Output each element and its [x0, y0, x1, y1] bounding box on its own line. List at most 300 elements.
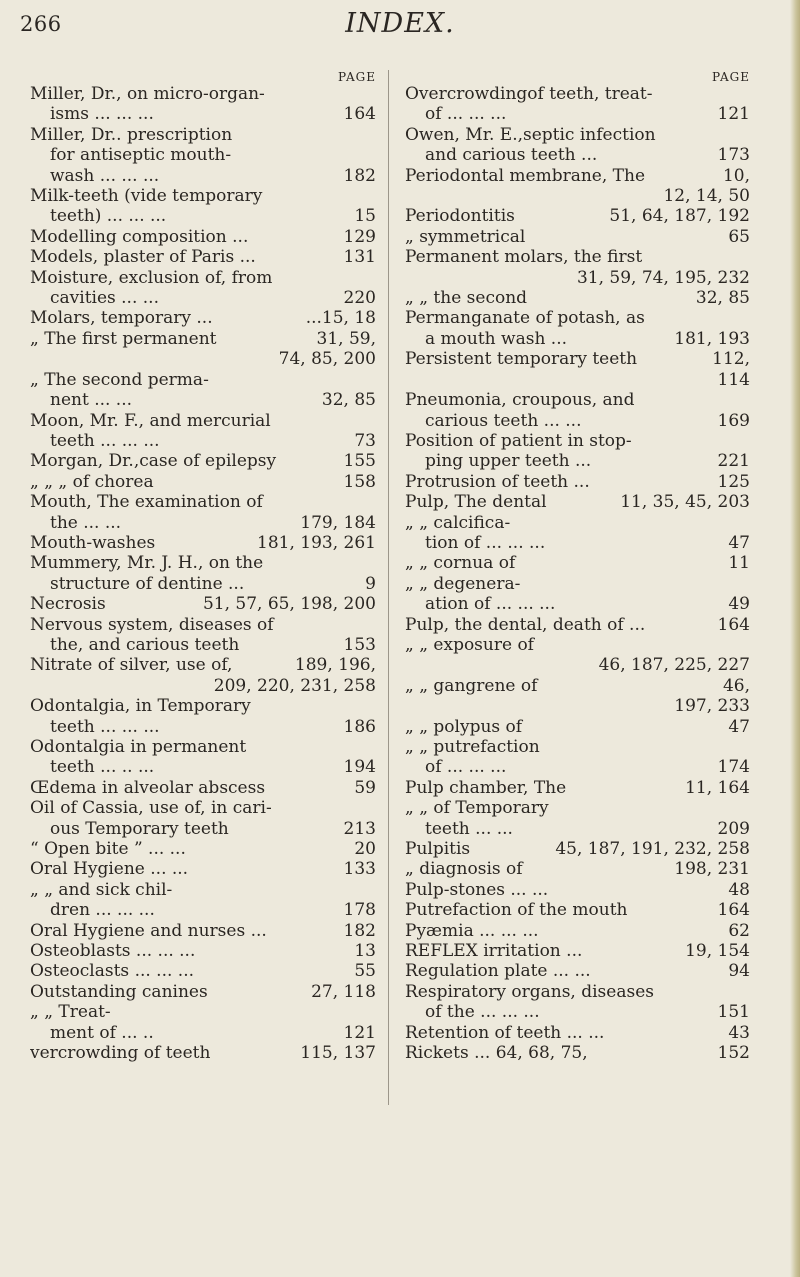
entry-text: Permanent molars, the first [405, 247, 643, 268]
entry-page-refs: 189, 196, [294, 655, 376, 676]
index-entry [30, 655, 376, 696]
entry-text: of ... ... ... [425, 104, 507, 125]
index-entry [405, 941, 750, 961]
entry-text: Mouth, The examination of [30, 492, 263, 513]
entry-text: of ... ... ... [425, 757, 507, 778]
entry-page-refs: ...15, 18 [305, 308, 376, 329]
entry-text: Miller, Dr.. prescription [30, 124, 233, 145]
index-entry [405, 880, 750, 900]
entry-text: Pulp chamber, The [405, 777, 567, 798]
entry-page-refs: 12, 14, 50 [663, 186, 750, 207]
entry-text: Pneumonia, croupous, and [405, 390, 635, 411]
entry-page-refs: 129 [343, 226, 376, 247]
entry-text: Putrefaction of the mouth [405, 900, 628, 921]
index-entry [405, 635, 750, 676]
entry-line [405, 1023, 750, 1043]
entry-text: „ „ gangrene of [405, 675, 538, 696]
entry-line [405, 533, 750, 553]
entry-line [30, 900, 376, 920]
entry-page-refs: 51, 64, 187, 192 [609, 206, 750, 227]
entry-page-refs: 47 [728, 532, 750, 553]
index-entry [405, 737, 750, 778]
entry-page-refs: 11, 35, 45, 203 [620, 492, 750, 513]
index-entry [30, 308, 376, 328]
index-entry [30, 696, 376, 737]
entry-line [30, 472, 376, 492]
entry-page-refs: 181, 193 [674, 328, 750, 349]
entry-line [30, 492, 376, 512]
index-entry [405, 676, 750, 717]
entry-text: Pyæmia ... ... ... [405, 920, 539, 941]
entry-line [405, 737, 750, 757]
entry-text: carious teeth ... ... [425, 410, 582, 431]
index-entry [30, 186, 376, 227]
entry-line [405, 941, 750, 961]
entry-text: teeth ... .. ... [50, 757, 155, 778]
entry-text: Osteoclasts ... ... ... [30, 961, 195, 982]
entry-line [30, 859, 376, 879]
entry-text: Periodontal membrane, The [405, 165, 646, 186]
index-entry [30, 492, 376, 533]
entry-text: Pulpitis [405, 839, 471, 860]
entry-line [405, 778, 750, 798]
entry-line [405, 798, 750, 818]
entry-text: „ „ „ of chorea [30, 471, 154, 492]
entry-page-refs: 31, 59, [316, 328, 376, 349]
entry-text: Mouth-washes [30, 532, 156, 553]
entry-line [30, 594, 376, 614]
entry-line [405, 696, 750, 716]
entry-line [30, 941, 376, 961]
index-entry [405, 961, 750, 981]
entry-text: Necrosis [30, 594, 106, 615]
entry-list [30, 84, 376, 1064]
entry-text: Molars, temporary ... [30, 308, 213, 329]
entry-page-refs: 59 [354, 777, 376, 798]
entry-line [405, 615, 750, 635]
entry-text: „ „ polypus of [405, 716, 523, 737]
entry-text: Respiratory organs, diseases [405, 981, 654, 1002]
entry-text: a mouth wash ... [425, 328, 568, 349]
index-entry [405, 390, 750, 431]
entry-line [405, 431, 750, 451]
entry-text: the ... ... [50, 512, 122, 533]
index-entry [30, 411, 376, 452]
entry-page-refs: 158 [343, 471, 376, 492]
entry-line [405, 859, 750, 879]
index-entry [405, 206, 750, 226]
entry-text: Nervous system, diseases of [30, 614, 274, 635]
entry-text: Pulp-stones ... ... [405, 879, 549, 900]
entry-line [30, 1043, 376, 1063]
entry-line [405, 839, 750, 859]
index-entry [30, 268, 376, 309]
entry-text: Oral Hygiene ... ... [30, 859, 189, 880]
entry-line [30, 268, 376, 288]
entry-line [30, 798, 376, 818]
entry-line [405, 166, 750, 186]
entry-text: teeth ... ... ... [50, 716, 160, 737]
entry-page-refs: 152 [717, 1043, 750, 1064]
entry-line [405, 472, 750, 492]
entry-text: Milk-teeth (vide temporary [30, 186, 263, 207]
entry-line [405, 247, 750, 267]
entry-text: Overcrowdingof teeth, treat- [405, 84, 653, 104]
entry-page-refs: 51, 57, 65, 198, 200 [202, 594, 376, 615]
entry-text: tion of ... ... ... [425, 532, 546, 553]
entry-page-refs: 74, 85, 200 [278, 349, 376, 370]
entry-line [405, 717, 750, 737]
index-entry [405, 1043, 750, 1063]
index-entry [405, 900, 750, 920]
index-entry [405, 84, 750, 125]
entry-text: „ „ exposure of [405, 634, 534, 655]
entry-page-refs: 209 [717, 818, 750, 839]
entry-line [30, 757, 376, 777]
entry-page-refs: 121 [343, 1022, 376, 1043]
entry-line [30, 145, 376, 165]
entry-page-refs: 197, 233 [674, 696, 750, 717]
entry-page-refs: 45, 187, 191, 232, 258 [555, 839, 750, 860]
entry-line [30, 553, 376, 573]
entry-page-refs: 48 [728, 879, 750, 900]
entry-page-refs: 182 [343, 920, 376, 941]
entry-page-refs: 220 [343, 288, 376, 309]
index-entry [405, 921, 750, 941]
entry-text: cavities ... ... [50, 288, 159, 309]
entry-line [30, 451, 376, 471]
entry-page-refs: 164 [717, 900, 750, 921]
entry-page-refs: 133 [343, 859, 376, 880]
entry-line [405, 227, 750, 247]
index-entry [405, 431, 750, 472]
entry-text: „ „ Treat- [30, 1002, 111, 1023]
page-edge [790, 0, 800, 1277]
index-entry [30, 839, 376, 859]
entry-line [30, 411, 376, 431]
entry-page-refs: 194 [343, 757, 376, 778]
entry-page-refs: 174 [717, 757, 750, 778]
entry-page-refs: 13 [354, 941, 376, 962]
entry-page-refs: 46, 187, 225, 227 [598, 655, 750, 676]
index-entry [30, 798, 376, 839]
entry-page-refs: 221 [717, 451, 750, 472]
index-entry [30, 941, 376, 961]
entry-text: Modelling composition ... [30, 226, 249, 247]
entry-page-refs: 27, 118 [311, 981, 376, 1002]
entry-text: of the ... ... ... [425, 1002, 540, 1023]
entry-page-refs: 164 [717, 614, 750, 635]
entry-page-refs: 112, [712, 349, 750, 370]
entry-text: the, and carious teeth [50, 634, 240, 655]
entry-page-refs: 49 [728, 594, 750, 615]
entry-line [405, 308, 750, 328]
entry-page-refs: 46, [722, 675, 750, 696]
entry-line [30, 921, 376, 941]
index-entry [30, 1043, 376, 1063]
entry-text: and carious teeth ... [425, 145, 598, 166]
index-entry [405, 553, 750, 573]
index-entry [30, 553, 376, 594]
index-entry [405, 288, 750, 308]
entry-page-refs: 178 [343, 900, 376, 921]
entry-text: Periodontitis [405, 206, 515, 227]
entry-text: Morgan, Dr.,case of epilepsy [30, 451, 277, 472]
entry-page-refs: 179, 184 [300, 512, 376, 533]
index-entry [30, 921, 376, 941]
column-header-page: PAGE [338, 70, 376, 84]
entry-page-refs: 213 [343, 818, 376, 839]
entry-line [405, 411, 750, 431]
entry-line [30, 390, 376, 410]
entry-line [30, 227, 376, 247]
entry-text: Moisture, exclusion of, from [30, 267, 273, 288]
entry-text: teeth ... ... ... [50, 430, 160, 451]
column-header-page: PAGE [712, 70, 750, 84]
index-entry [30, 1002, 376, 1043]
entry-line [405, 1002, 750, 1022]
index-entry [30, 594, 376, 614]
entry-text: nent ... ... [50, 390, 133, 411]
entry-page-refs: 11 [728, 553, 750, 574]
entry-page-refs: 164 [343, 104, 376, 125]
entry-page-refs: 47 [728, 716, 750, 737]
entry-line [405, 329, 750, 349]
entry-line [30, 635, 376, 655]
entry-line [405, 206, 750, 226]
entry-text: Outstanding canines [30, 981, 208, 1002]
entry-page-refs: 94 [728, 961, 750, 982]
entry-line [30, 574, 376, 594]
entry-text: Persistent temporary teeth [405, 349, 638, 370]
entry-line [405, 961, 750, 981]
entry-line [405, 125, 750, 145]
page-title: INDEX. [345, 8, 455, 39]
entry-text: Osteoblasts ... ... ... [30, 941, 196, 962]
entry-text: Nitrate of silver, use of, [30, 655, 233, 676]
entry-line [30, 186, 376, 206]
index-column-right [405, 70, 750, 1064]
entry-line [30, 880, 376, 900]
entry-text: „ The second perma- [30, 369, 209, 390]
entry-line [405, 819, 750, 839]
entry-text: “ Open bite ” ... ... [30, 839, 186, 860]
entry-line [30, 1002, 376, 1022]
entry-line [30, 166, 376, 186]
entry-page-refs: 186 [343, 716, 376, 737]
index-entry [30, 451, 376, 471]
entry-text: „ The first permanent [30, 328, 217, 349]
entry-text: dren ... ... ... [50, 900, 155, 921]
index-entry [405, 513, 750, 554]
entry-page-refs: 9 [365, 573, 376, 594]
entry-text: ping upper teeth ... [425, 451, 592, 472]
index-entry [30, 982, 376, 1002]
index-entry [30, 533, 376, 553]
index-entry [405, 247, 750, 288]
entry-line [405, 145, 750, 165]
entry-line [30, 308, 376, 328]
entry-text: „ „ of Temporary [405, 798, 549, 819]
entry-text: Oral Hygiene and nurses ... [30, 920, 267, 941]
entry-line [405, 288, 750, 308]
index-entry [30, 329, 376, 370]
entry-page-refs: 182 [343, 165, 376, 186]
entry-line [405, 349, 750, 369]
entry-page-refs: 55 [354, 961, 376, 982]
entry-text: „ symmetrical [405, 226, 526, 247]
entry-text: ous Temporary teeth [50, 818, 229, 839]
entry-line [30, 349, 376, 369]
entry-line [405, 982, 750, 1002]
entry-line [30, 513, 376, 533]
entry-text: Pulp, the dental, death of ... [405, 614, 646, 635]
entry-text: structure of dentine ... [50, 573, 245, 594]
entry-line [405, 594, 750, 614]
entry-text: vercrowding of teeth [30, 1043, 211, 1064]
entry-line [30, 431, 376, 451]
entry-page-refs: 153 [343, 634, 376, 655]
entry-line [30, 778, 376, 798]
page-number: 266 [20, 12, 62, 36]
entry-page-refs: 19, 154 [685, 941, 750, 962]
entry-line [405, 492, 750, 512]
entry-page-refs: 62 [728, 920, 750, 941]
entry-text: Oil of Cassia, use of, in cari- [30, 798, 272, 819]
entry-line [30, 370, 376, 390]
entry-list [405, 84, 750, 1064]
entry-page-refs: 125 [717, 471, 750, 492]
index-entry [405, 1023, 750, 1043]
entry-line [30, 533, 376, 553]
entry-page-refs: 115, 137 [300, 1043, 376, 1064]
index-entry [405, 472, 750, 492]
entry-line [30, 288, 376, 308]
entry-text: Protrusion of teeth ... [405, 471, 590, 492]
entry-text: Permanganate of potash, as [405, 308, 645, 329]
index-entry [30, 227, 376, 247]
entry-text: Odontalgia in permanent [30, 737, 247, 757]
entry-page-refs: 10, [722, 165, 750, 186]
entry-line [30, 982, 376, 1002]
index-entry [405, 574, 750, 615]
entry-line [405, 921, 750, 941]
entry-text: „ „ cornua of [405, 553, 516, 574]
entry-line [30, 206, 376, 226]
entry-text: „ „ degenera- [405, 573, 521, 594]
entry-text: „ „ and sick chil- [30, 879, 173, 900]
entry-text: Odontalgia, in Temporary [30, 696, 251, 717]
entry-page-refs: 20 [354, 839, 376, 860]
index-entry [405, 798, 750, 839]
index-entry [30, 370, 376, 411]
entry-line [30, 819, 376, 839]
column-divider [388, 70, 389, 1105]
entry-page-refs: 151 [717, 1002, 750, 1023]
entry-page-refs: 65 [728, 226, 750, 247]
index-entry [30, 737, 376, 778]
entry-line [405, 84, 750, 104]
entry-page-refs: 198, 231 [674, 859, 750, 880]
entry-text: Moon, Mr. F., and mercurial [30, 410, 271, 431]
index-entry [30, 247, 376, 267]
index-entry [405, 308, 750, 349]
entry-line [405, 635, 750, 655]
entry-line [405, 186, 750, 206]
entry-line [405, 390, 750, 410]
entry-page-refs: 209, 220, 231, 258 [213, 675, 376, 696]
entry-line [30, 961, 376, 981]
entry-text: Retention of teeth ... ... [405, 1022, 605, 1043]
index-entry [30, 880, 376, 921]
entry-text: wash ... ... ... [50, 165, 160, 186]
entry-text: isms ... ... ... [50, 104, 154, 125]
index-entry [405, 615, 750, 635]
entry-text: teeth) ... ... ... [50, 206, 167, 227]
entry-page-refs: 181, 193, 261 [257, 532, 376, 553]
index-entry [30, 84, 376, 125]
entry-line [405, 900, 750, 920]
entry-page-refs: 155 [343, 451, 376, 472]
index-entry [405, 778, 750, 798]
entry-line [405, 553, 750, 573]
entry-line [30, 655, 376, 675]
index-entry [405, 492, 750, 512]
index-entry [405, 166, 750, 207]
entry-line [405, 451, 750, 471]
entry-line [30, 329, 376, 349]
entry-line [405, 574, 750, 594]
entry-page-refs: 169 [717, 410, 750, 431]
entry-text: ment of ... .. [50, 1022, 154, 1043]
entry-page-refs: 114 [717, 369, 750, 390]
entry-text: Regulation plate ... ... [405, 961, 591, 982]
entry-text: Pulp, The dental [405, 492, 547, 513]
entry-text: „ diagnosis of [405, 859, 523, 880]
index-entry [30, 961, 376, 981]
entry-line [405, 676, 750, 696]
entry-line [30, 737, 376, 757]
entry-line [30, 104, 376, 124]
entry-text: „ „ calcifica- [405, 512, 511, 533]
entry-line [30, 125, 376, 145]
index-entry [30, 615, 376, 656]
index-entry [405, 349, 750, 390]
entry-text: Position of patient in stop- [405, 430, 632, 451]
index-entry [405, 227, 750, 247]
entry-text: REFLEX irritation ... [405, 941, 583, 962]
entry-text: Models, plaster of Paris ... [30, 247, 256, 268]
entry-text: Miller, Dr., on micro-organ- [30, 84, 265, 104]
entry-line [30, 717, 376, 737]
entry-line [405, 655, 750, 675]
entry-text: Mummery, Mr. J. H., on the [30, 553, 264, 574]
entry-text: „ „ putrefaction [405, 737, 540, 757]
entry-text: Œdema in alveolar abscess [30, 777, 266, 798]
entry-line [30, 696, 376, 716]
entry-text: ation of ... ... ... [425, 594, 556, 615]
entry-page-refs: 121 [717, 104, 750, 125]
entry-text: „ „ the second [405, 288, 528, 309]
index-entry [30, 125, 376, 186]
entry-text: for antiseptic mouth- [50, 145, 232, 166]
entry-text: teeth ... ... [425, 818, 513, 839]
index-entry [405, 859, 750, 879]
entry-page-refs: 32, 85 [321, 390, 376, 411]
entry-line [405, 880, 750, 900]
index-entry [30, 472, 376, 492]
entry-line [30, 676, 376, 696]
